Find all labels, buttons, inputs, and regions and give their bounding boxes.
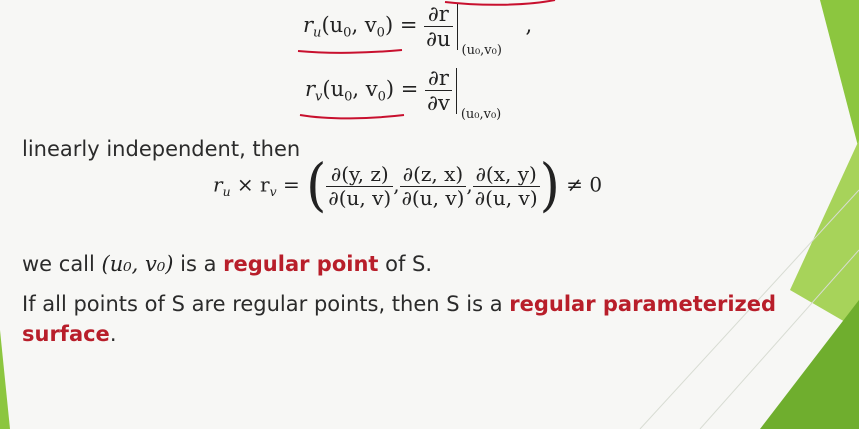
jacobian-zx-den: ∂(u, v) <box>401 185 465 210</box>
jacobian-zx <box>400 163 467 210</box>
ru-num: ∂r <box>424 2 452 27</box>
jacobian-zx-num: ∂(z, x) <box>400 163 467 187</box>
jacobian-xy-num: ∂(x, y) <box>473 163 540 187</box>
surface-prefix: If all points of S are regular points, then S is a <box>22 292 510 316</box>
regular-point-prefix: we call <box>22 252 102 276</box>
cross-r1: r <box>213 172 223 197</box>
cross-product-equation <box>213 153 603 219</box>
rv-eval-point: (u₀,v₀) <box>460 106 502 122</box>
green-triangle-mid <box>790 140 859 330</box>
equation-ru <box>303 2 533 58</box>
rv-open: (u <box>322 77 345 102</box>
jacobian-yz-den: ∂(u, v) <box>328 185 392 210</box>
linearly-independent-text: linearly independent, then <box>22 137 301 161</box>
regular-point-term: regular point <box>223 252 379 276</box>
rv-fraction <box>425 66 452 115</box>
ru-eval-point: (u₀,v₀) <box>461 42 502 58</box>
rv-num: ∂r <box>425 66 452 91</box>
ru-equals: = <box>399 13 418 38</box>
ru-v-sub: 0 <box>376 25 385 41</box>
jacobian-xy-den: ∂(u, v) <box>474 185 538 210</box>
ru-eval-bar <box>457 4 502 58</box>
comma-2: , <box>466 172 473 197</box>
ru-sep: , v <box>351 13 377 38</box>
rv-sub: v <box>315 89 323 105</box>
cross-times: × r <box>230 172 270 197</box>
cross-equals: = <box>276 172 307 197</box>
ru-sub: u <box>313 25 322 41</box>
cross-sub-v: v <box>269 183 277 199</box>
cross-right-paren: ) <box>539 153 560 219</box>
jacobian-yz-num: ∂(y, z) <box>326 163 393 187</box>
surface-term-part1: regular parameterized <box>509 292 777 316</box>
cross-neq-zero: ≠ 0 <box>559 172 603 197</box>
rv-sep: , v <box>352 77 378 102</box>
regular-point-coords: (u₀, v₀) <box>101 252 174 276</box>
ru-den: ∂u <box>426 27 451 52</box>
ru-u-sub: 0 <box>343 25 352 41</box>
ru-fraction <box>424 2 452 51</box>
ru-trailing-comma: , <box>525 13 533 38</box>
green-triangle-bottom <box>760 300 859 429</box>
surface-sentence-line1 <box>22 292 776 316</box>
surface-term-part2: surface <box>22 322 110 346</box>
ru-close: ) <box>384 13 394 38</box>
rv-u-sub: 0 <box>344 89 353 105</box>
rv-v-sub: 0 <box>377 89 386 105</box>
rv-den: ∂v <box>427 91 450 116</box>
cross-left-paren: ( <box>306 153 327 219</box>
rv-base: r <box>305 77 316 102</box>
regular-point-suffix: of S. <box>378 252 433 276</box>
green-sliver-left <box>0 330 10 429</box>
ru-base: r <box>303 13 314 38</box>
jacobian-yz <box>326 163 393 210</box>
rv-close: ) <box>385 77 395 102</box>
regular-point-middle: is a <box>173 252 224 276</box>
ru-open: (u <box>321 13 344 38</box>
green-triangle-top <box>820 0 859 150</box>
surface-sentence-line2 <box>22 322 117 346</box>
surface-suffix: . <box>109 322 117 346</box>
comma-1: , <box>393 172 400 197</box>
rv-eval-bar <box>456 68 502 122</box>
red-underline-rv <box>300 115 404 118</box>
rv-equals: = <box>400 77 419 102</box>
regular-point-sentence <box>22 252 432 276</box>
equation-rv <box>305 66 502 122</box>
cross-sub-u: u <box>222 183 231 199</box>
jacobian-xy <box>473 163 540 210</box>
